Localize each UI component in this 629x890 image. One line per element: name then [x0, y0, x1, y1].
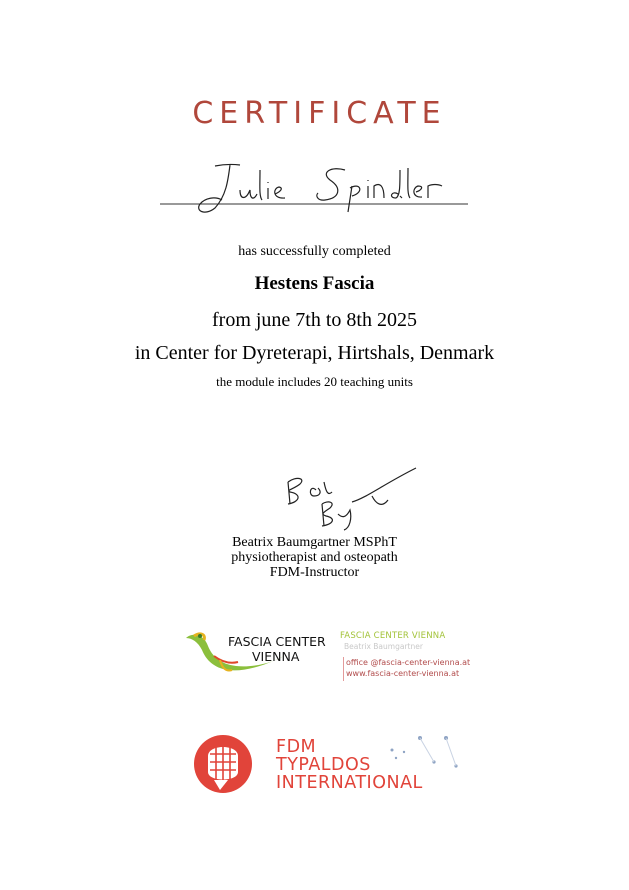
course-dates: from june 7th to 8th 2025	[212, 309, 417, 331]
fcv-logo-line2: VIENNA	[252, 649, 300, 664]
instructor-profession: physiotherapist and osteopath	[231, 550, 398, 565]
fdm-globe-logo-icon	[190, 734, 256, 796]
completed-text: has successfully completed	[238, 244, 391, 259]
course-location: in Center for Dyreterapi, Hirtshals, Denmark	[134, 342, 495, 364]
teaching-units: the module includes 20 teaching units	[216, 374, 413, 389]
fcv-logo-line1: FASCIA CENTER	[228, 634, 326, 649]
decorative-dots	[384, 732, 464, 778]
fdm-line3: INTERNATIONAL	[276, 773, 423, 793]
fcv-card-title: FASCIA CENTER VIENNA	[340, 631, 446, 641]
course-name: Hestens Fascia	[254, 273, 375, 294]
fdm-line1: FDM	[276, 737, 317, 757]
recipient-signature	[160, 156, 470, 216]
instructor-name: Beatrix Baumgartner MSPhT	[232, 535, 397, 550]
fascia-center-contact-card	[340, 631, 490, 683]
fcv-card-divider	[343, 657, 344, 681]
instructor-role: FDM-Instructor	[269, 565, 360, 580]
fcv-card-web: www.fascia-center-vienna.at	[346, 669, 460, 678]
instructor-info	[0, 535, 629, 580]
certificate-title: CERTIFICATE	[192, 96, 447, 131]
instructor-signature	[276, 462, 426, 532]
fcv-card-name: Beatrix Baumgartner	[344, 642, 423, 651]
fascia-center-logo-text	[228, 634, 338, 670]
fcv-card-email: office @fascia-center-vienna.at	[346, 658, 471, 667]
fdm-line2: TYPALDOS	[276, 755, 371, 775]
